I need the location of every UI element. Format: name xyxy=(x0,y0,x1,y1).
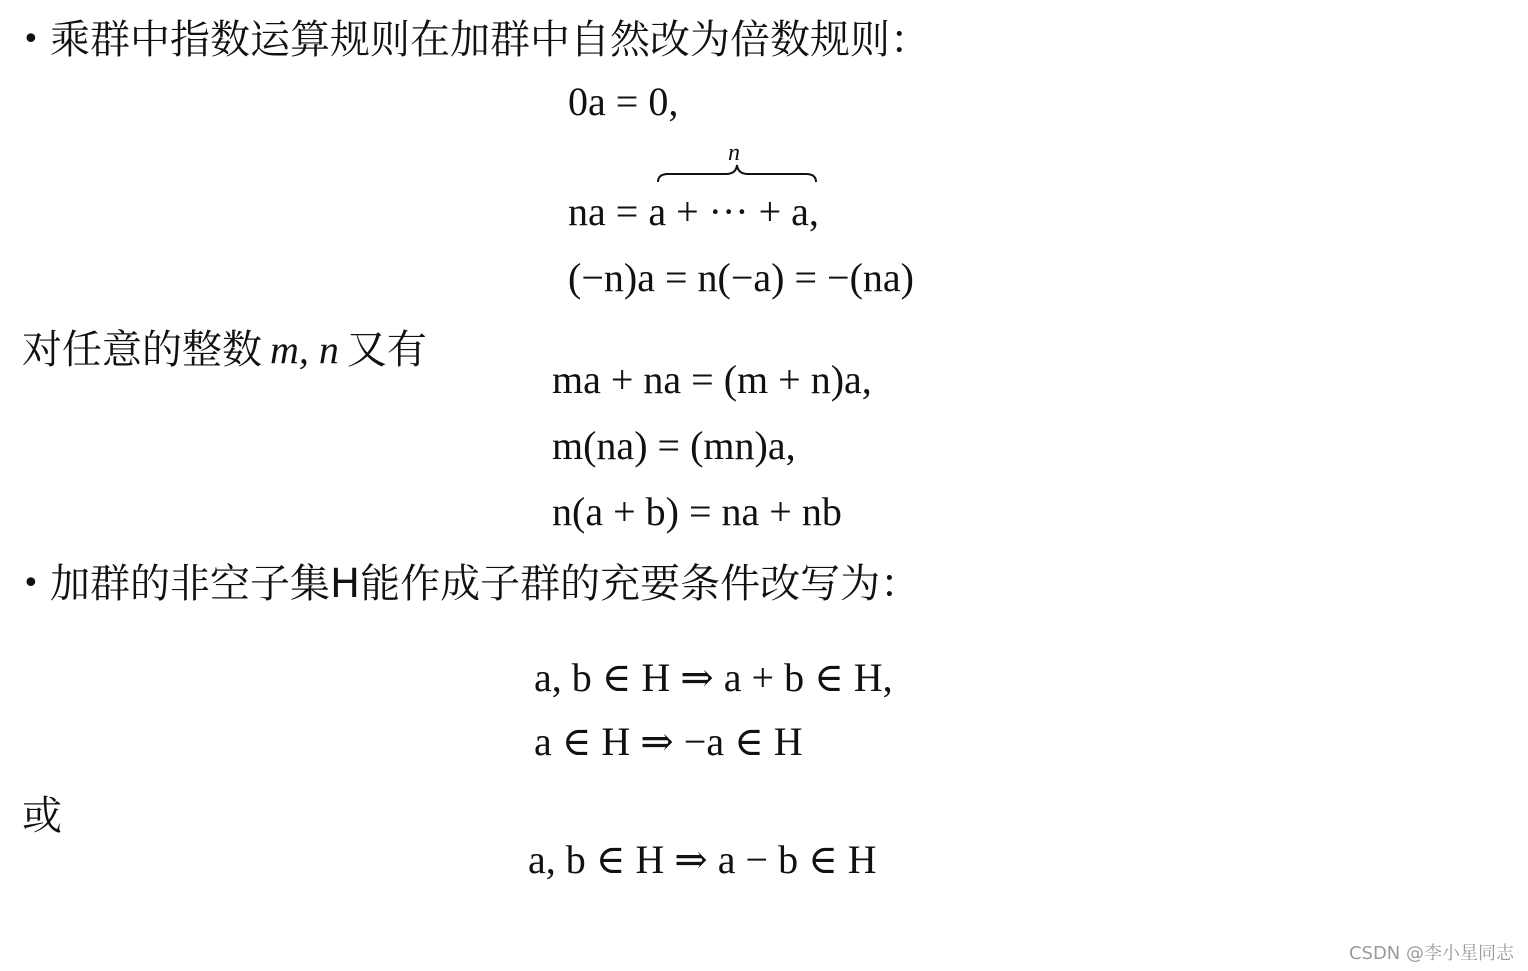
watermark: CSDN @李小星同志 xyxy=(1348,943,1514,964)
equation-zero-times-a: 0a = 0, xyxy=(568,79,679,124)
overbrace xyxy=(656,142,818,192)
equation-associative: m(na) = (mn)a, xyxy=(552,423,796,468)
section-2-heading xyxy=(22,560,920,608)
equation-closure-inverse: a ∈ H ⇒ −a ∈ H xyxy=(534,719,803,764)
overbrace-icon xyxy=(656,162,818,184)
equation-distributive-sum: n(a + b) = na + nb xyxy=(552,489,842,534)
section-1-heading-text: 乘群中指数运算规则在加群中自然改为倍数规则： xyxy=(50,17,930,63)
equation-distributive-scalar: ma + na = (m + n)a, xyxy=(552,357,872,402)
equation-closure-addition: a, b ∈ H ⇒ a + b ∈ H, xyxy=(534,655,893,700)
equation-n-times-a: na = a + ··· + a, xyxy=(568,189,819,234)
intro-vars: m, n xyxy=(270,327,339,372)
or-label: 或 xyxy=(22,793,62,839)
bullet-icon: • xyxy=(22,22,40,57)
intro-line-2 xyxy=(22,326,427,374)
overbrace-label: n xyxy=(728,140,740,166)
equation-closure-difference: a, b ∈ H ⇒ a − b ∈ H xyxy=(528,837,877,882)
intro-prefix: 对任意的整数 xyxy=(22,327,262,373)
intro-suffix: 又有 xyxy=(346,327,427,373)
bullet-icon: • xyxy=(22,566,40,601)
section-2-heading-text: 加群的非空子集H能作成子群的充要条件改写为： xyxy=(50,561,921,607)
equation-negative-n-times-a: (−n)a = n(−a) = −(na) xyxy=(568,255,914,300)
section-1-heading xyxy=(22,16,930,64)
